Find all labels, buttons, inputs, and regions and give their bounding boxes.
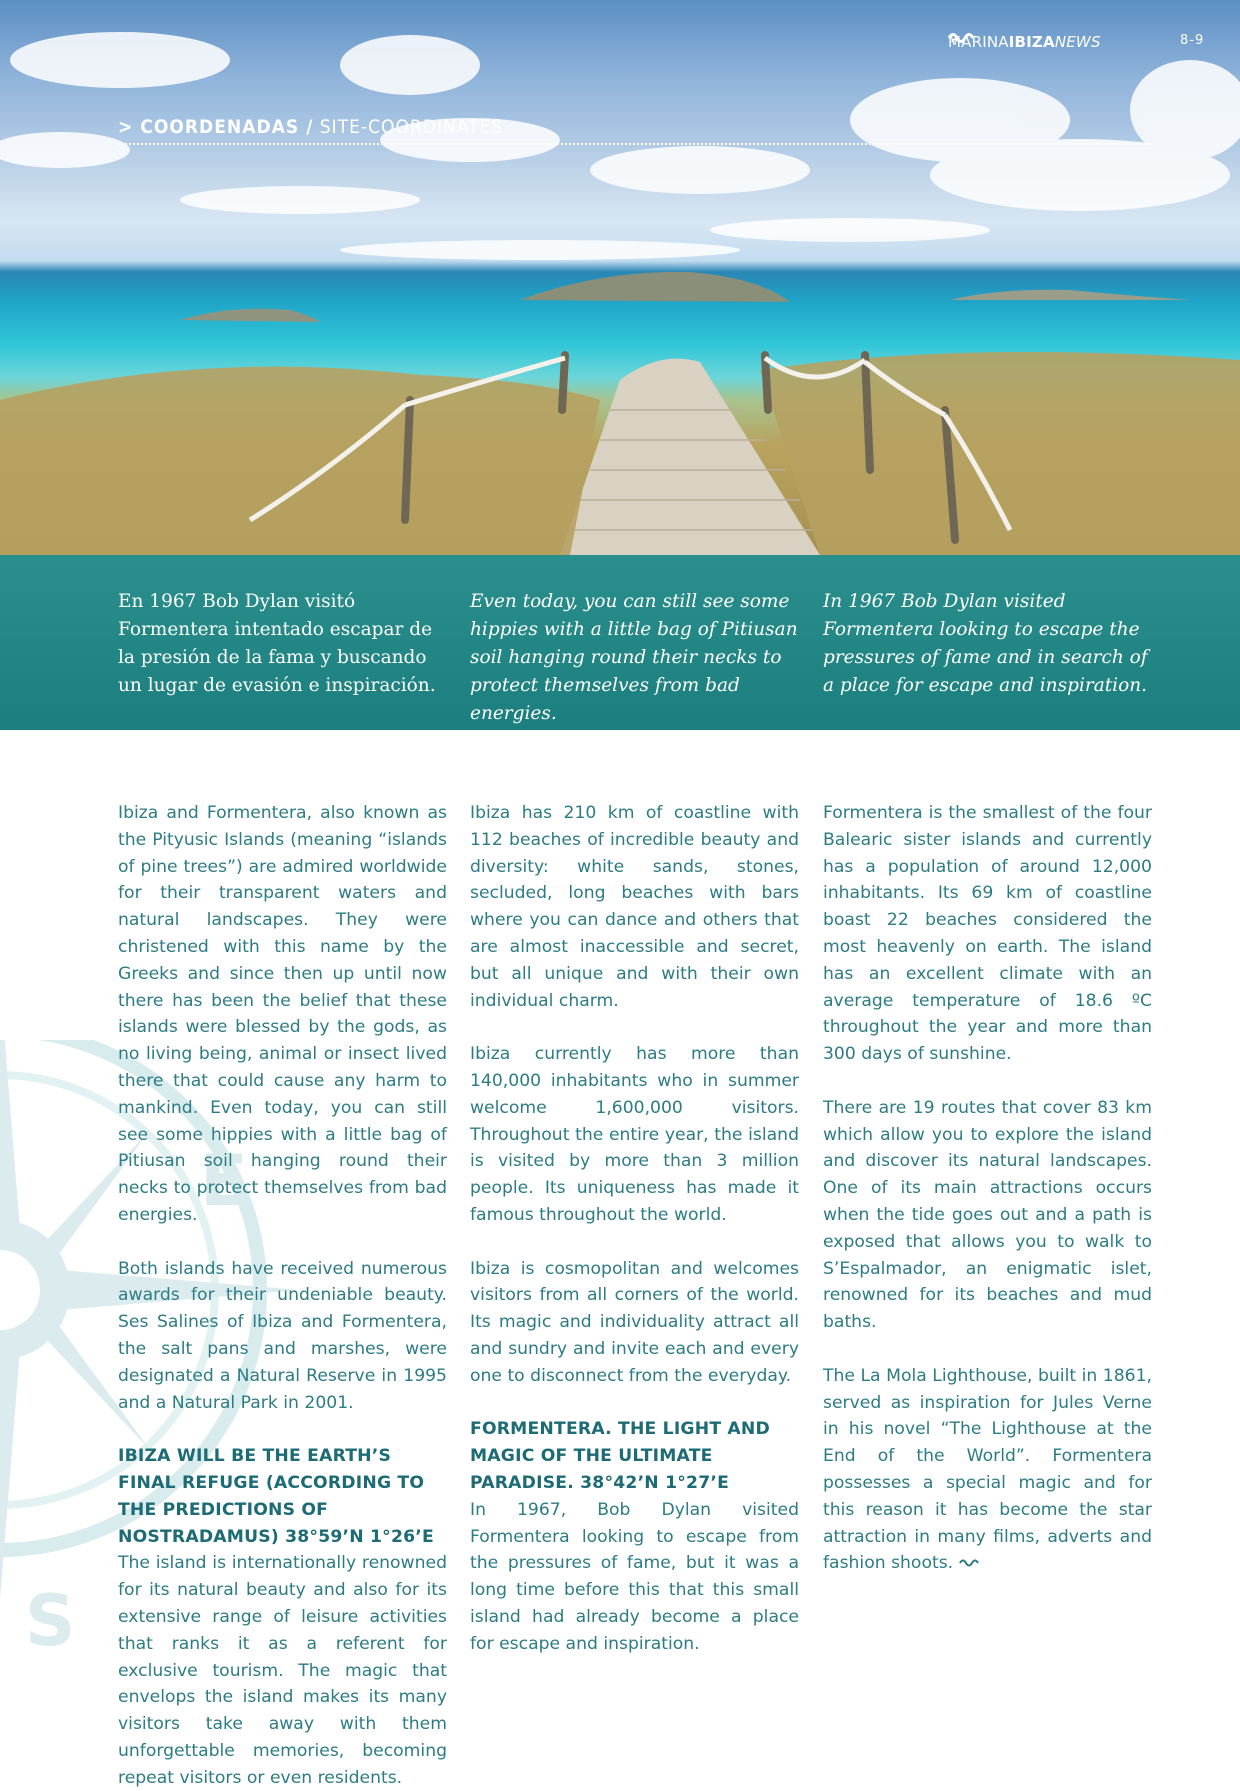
article-paragraph: Formentera is the smallest of the four Balearic sister islands and currently has a population of around 12,000 inhabitants. Its 69 km of coastline boast 22 beaches considered the most heavenly on earth. The island has an excellent climate with an average temperature of 18.6 ºC throughout the year and more than 300 days of sunshine. bbox=[823, 803, 1152, 1065]
wave-logo-icon bbox=[948, 30, 976, 46]
brand-logo bbox=[948, 30, 1101, 54]
beach-boardwalk-illustration bbox=[0, 0, 1240, 555]
brand-prefix: MARINA bbox=[948, 33, 1009, 51]
article-paragraph: In 1967, Bob Dylan visited Formentera looking to escape from the pressures of fame, but it was a long time before this that this small island had already become a place for escape and inspiration. bbox=[470, 1499, 799, 1654]
article-paragraph: The island is internationally renowned for its natural beauty and also for its extensive range of leisure activities that ranks it as a referent for exclusive tourism. The magic that envelops the island makes its many visitors take away with them unforgettable memories, becoming repeat visitors or even residents. bbox=[118, 1553, 447, 1788]
closing-text: The La Mola Lighthouse, built in 1861, served as inspiration for Jules Verne in his novel “The Lighthouse at the End of the World”. Formentera possesses a special magic and for this reason it has become the star attraction in many films, adverts and fashion shoots. bbox=[823, 1365, 1152, 1574]
clouds bbox=[0, 32, 1240, 260]
quote-spanish: En 1967 Bob Dylan visitó Formentera intentado escapar de la presión de la fama y buscando un lugar de evasión e inspiración. bbox=[118, 591, 436, 696]
article-column-2 bbox=[470, 800, 799, 1658]
end-mark-wave-icon bbox=[959, 1558, 979, 1568]
section-light: SITE-COORDINATES bbox=[313, 116, 504, 138]
watermark-letter-s: S bbox=[25, 1580, 76, 1662]
island-right bbox=[950, 290, 1190, 300]
quote-hippies: Even today, you can still see some hippies with a little bag of Pitiusan soil hanging round their necks to protect themselves from bad energies. bbox=[470, 591, 798, 724]
article-paragraph: Ibiza and Formentera, also known as the Pityusic Islands (meaning “islands of pine trees”) are admired worldwide for their transparent waters and natural landscapes. They were christened with this name by the Greeks and since then up until now there has been the belief that these islands were blessed by the gods, as no living being, animal or insect lived there that could cause any harm to mankind. Even today, you can still see some hippies with a little bag of Pitiusan soil hanging round their necks to protect themselves from bad energies. bbox=[118, 803, 447, 1225]
article-column-3 bbox=[823, 800, 1152, 1577]
article-paragraph: Ibiza is cosmopolitan and welcomes visitors from all corners of the world. Its magic and individuality attract all and sundry and invite each and every one to disconnect from the everyday. bbox=[470, 1258, 799, 1386]
subheading-ibiza: IBIZA WILL BE THE EARTH’S FINAL REFUGE (ACCORDING TO THE PREDICTIONS OF NOSTRADAMUS) 38°59’N 1°26’E bbox=[118, 1446, 434, 1547]
article-paragraph: Ibiza currently has more than 140,000 inhabitants who in summer welcome 1,600,000 visitors. Throughout the entire year, the island is visited by more than 3 million people. Its uniqueness has made it famous throughout the world. bbox=[470, 1044, 799, 1225]
quote-band bbox=[0, 555, 1240, 730]
brand-italic: NEWS bbox=[1054, 33, 1101, 51]
article-paragraph: There are 19 routes that cover 83 km which allow you to explore the island and discover its natural landscapes. One of its main attractions occurs when the tide goes out and a path is exposed that allows you to walk to S’Espalmador, an enigmatic islet, renowned for its beaches and mud baths. bbox=[823, 1097, 1152, 1333]
section-header bbox=[118, 116, 1150, 145]
article-paragraph: Ibiza has 210 km of coastline with 112 beaches of incredible beauty and diversity: white sands, stones, secluded, long beaches with bars where you can dance and others that are almost inaccessible and secret, but all unique and with their own individual charm. bbox=[470, 803, 799, 1011]
quote-english: In 1967 Bob Dylan visited Formentera looking to escape the pressures of fame and in search of a place for escape and inspiration. bbox=[823, 591, 1148, 696]
page-number: 8-9 bbox=[1180, 33, 1205, 48]
grass-left bbox=[0, 367, 600, 555]
hero-photo bbox=[0, 0, 1240, 555]
grass-right bbox=[760, 352, 1240, 555]
island-left bbox=[180, 309, 320, 322]
island-center bbox=[520, 272, 790, 302]
brand-bold: IBIZA bbox=[1008, 33, 1055, 51]
subheading-formentera: FORMENTERA. THE LIGHT AND MAGIC OF THE ULTIMATE PARADISE. 38°42’N 1°27’E bbox=[470, 1419, 770, 1493]
article-paragraph: Both islands have received numerous awards for their undeniable beauty. Ses Salines of Ibiza and Formentera, the salt pans and marshes, were designated a Natural Reserve in 1995 and a Natural Park in 2001. bbox=[118, 1258, 447, 1413]
section-strong: > COORDENADAS / bbox=[118, 116, 314, 138]
watermark-letter-e: E bbox=[200, 1140, 248, 1222]
article-paragraph bbox=[823, 1363, 1152, 1577]
article-column-1 bbox=[118, 800, 447, 1791]
